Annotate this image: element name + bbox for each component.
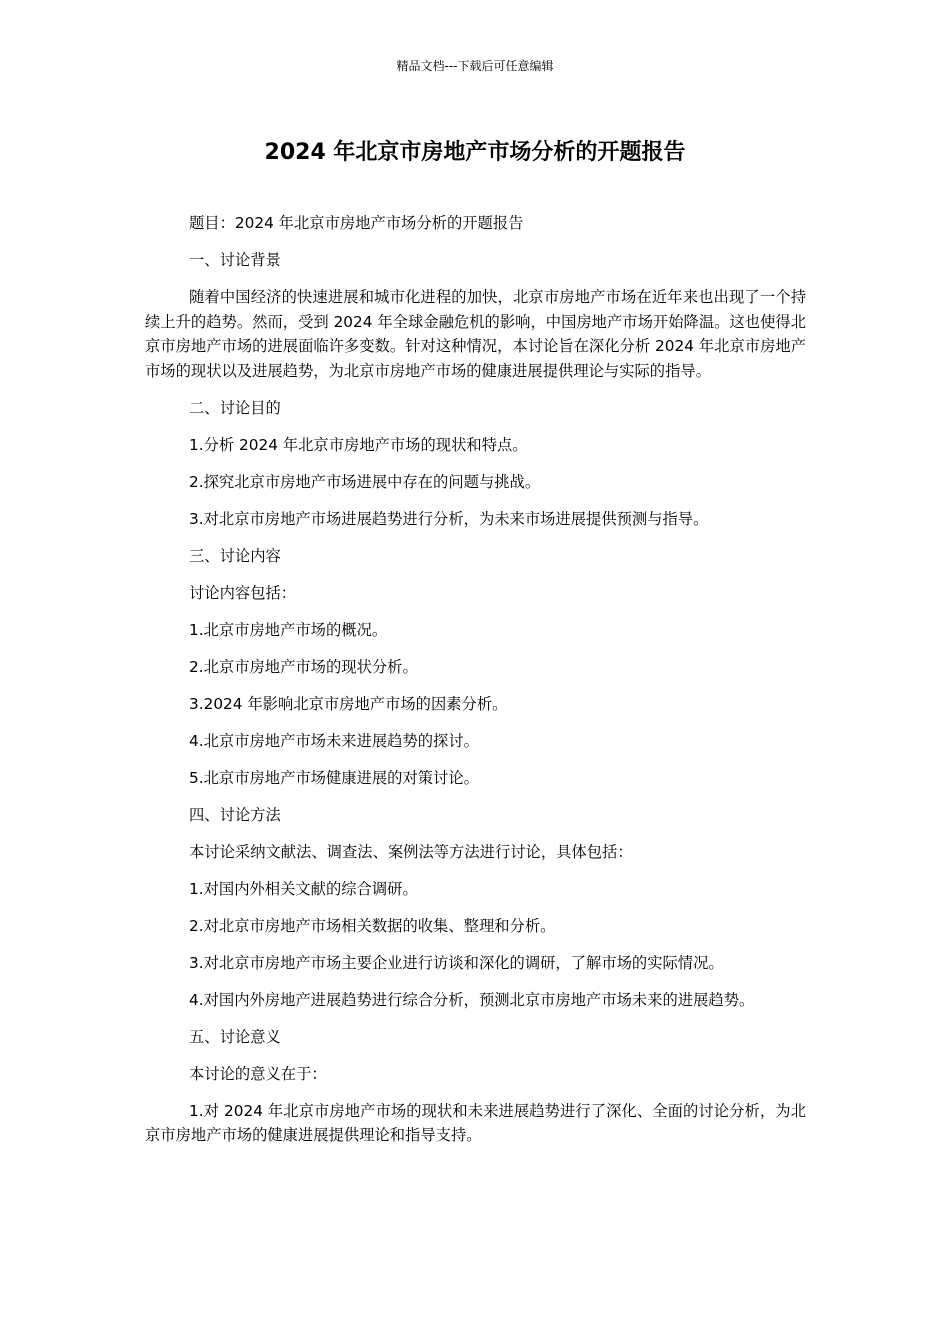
section-heading-purpose: 二、讨论目的: [189, 398, 281, 417]
document-title: 2024 年北京市房地产市场分析的开题报告: [264, 140, 686, 165]
significance-item-1: 1.对 2024 年北京市房地产市场的现状和未来进展趋势进行了深化、全面的讨论分析，为北京市房地产市场的健康进展提供理论和指导支持。: [145, 1101, 806, 1144]
method-item-1: 1.对国内外相关文献的综合调研。: [189, 879, 418, 898]
purpose-item-3: 3.对北京市房地产市场进展趋势进行分析，为未来市场进展提供预测与指导。: [189, 509, 709, 528]
section-heading-content: 三、讨论内容: [189, 546, 281, 565]
content-item-3: 3.2024 年影响北京市房地产市场的因素分析。: [189, 694, 508, 713]
content-item-5: 5.北京市房地产市场健康进展的对策讨论。: [189, 768, 479, 787]
content-intro: 讨论内容包括：: [189, 583, 297, 602]
section-heading-method: 四、讨论方法: [189, 805, 281, 824]
method-item-2: 2.对北京市房地产市场相关数据的收集、整理和分析。: [189, 916, 556, 935]
purpose-item-1: 1.分析 2024 年北京市房地产市场的现状和特点。: [189, 435, 528, 454]
significance-intro: 本讨论的意义在于：: [189, 1064, 327, 1083]
subject-line: 题目：2024 年北京市房地产市场分析的开题报告: [189, 214, 524, 232]
method-intro: 本讨论采纳文献法、调查法、案例法等方法进行讨论，具体包括：: [189, 842, 633, 861]
content-item-4: 4.北京市房地产市场未来进展趋势的探讨。: [189, 731, 479, 750]
header-note: 精品文档---下载后可任意编辑: [396, 59, 554, 73]
method-item-3: 3.对北京市房地产市场主要企业进行访谈和深化的调研，了解市场的实际情况。: [189, 953, 724, 972]
purpose-item-2: 2.探究北京市房地产市场进展中存在的问题与挑战。: [189, 472, 541, 491]
method-item-4: 4.对国内外房地产进展趋势进行综合分析，预测北京市房地产市场未来的进展趋势。: [189, 990, 755, 1009]
background-paragraph: 随着中国经济的快速进展和城市化进程的加快，北京市房地产市场在近年来也出现了一个持续上升的趋势。然而，受到 2024 年全球金融危机的影响，中国房地产市场开始降温。这也使得北京市房地产市场的进展面临许多变数。针对这种情况，本讨论旨在深化分析 2024 年北京市房地产市场的现状以及进展趋势，为北京市房地产市场的健康进展提供理论与实际的指导。: [145, 288, 806, 380]
section-heading-significance: 五、讨论意义: [189, 1027, 281, 1046]
content-item-2: 2.北京市房地产市场的现状分析。: [189, 657, 418, 676]
section-heading-background: 一、讨论背景: [189, 251, 281, 269]
content-item-1: 1.北京市房地产市场的概况。: [189, 620, 388, 639]
document-body: [145, 211, 806, 1160]
